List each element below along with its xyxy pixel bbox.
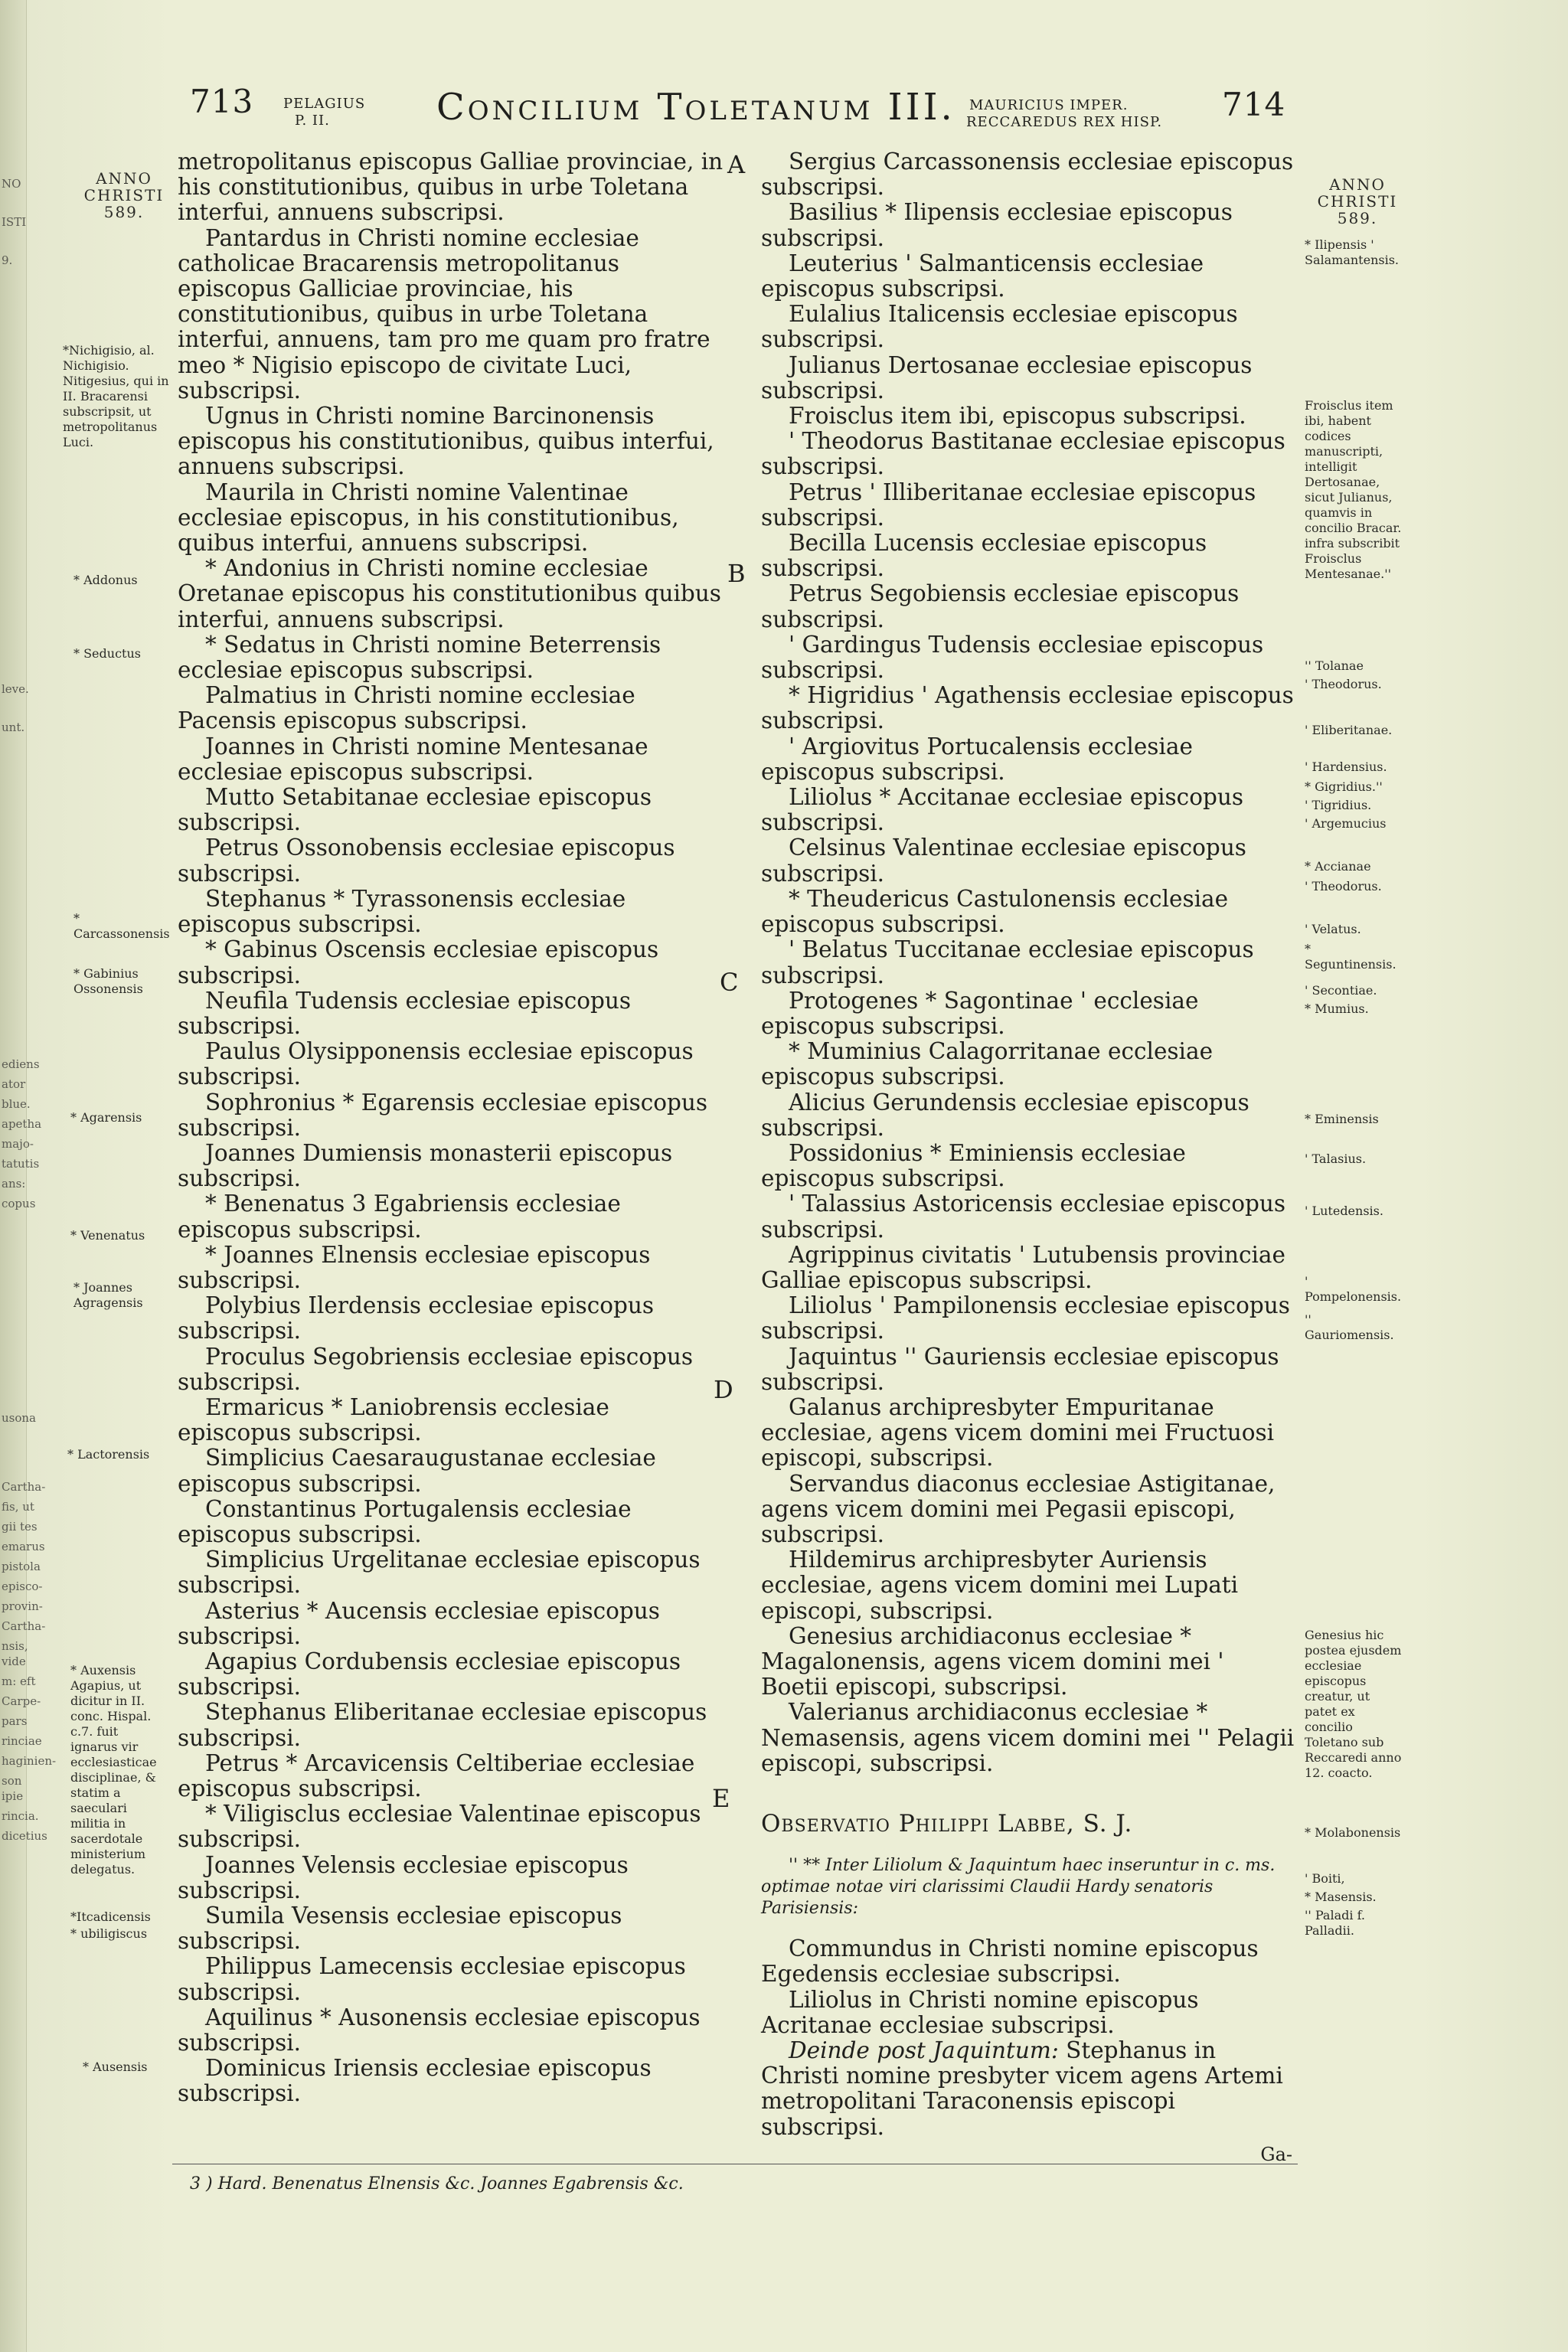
left-running-head-1: PELAGIUS: [283, 96, 366, 112]
left-running-head-2: P. II.: [295, 113, 330, 129]
subscription-entry: Maurila in Christi nomine Valentinae ecclesiae episcopus, in his constitutionibus, quibus interfui, annuens subscripsi.: [178, 479, 679, 557]
subscription-entry: Jaquintus '' Gauriensis ecclesiae episcopus subscripsi.: [761, 1343, 1279, 1395]
fragment: leve.: [2, 682, 29, 696]
running-header: [0, 75, 1568, 144]
margin-note: ' Secontiae.: [1305, 983, 1377, 998]
subscription-entry: * Joannes Elnensis ecclesiae episcopus subscripsi.: [178, 1241, 651, 1293]
subscription-entry: Becilla Lucensis ecclesiae episcopus subscripsi.: [761, 530, 1207, 582]
subscription-entry: Pantardus in Christi nomine ecclesiae catholicae Bracarensis metropolitanus episcopus Galliciae provinciae, his constitutionibus, quibus in urbe Toletana interfui, annuens, tam pro me quam pro fratre meo * Nigisio episcopo de civitate Luci, subscripsi.: [178, 224, 710, 403]
footnote: 3 ) Hard. Benenatus Elnensis &c. Joannes Egabrensis &c.: [190, 2174, 684, 2194]
previous-page-fragments: [2, 176, 57, 1848]
subscription-entry: Galanus archipresbyter Empuritanae ecclesiae, agens vicem domini mei Fructuosi episcopi, subscripsi.: [761, 1393, 1275, 1472]
catchword: Ga-: [1260, 2144, 1292, 2165]
subscription-entry: Proculus Segobriensis ecclesiae episcopus subscripsi.: [178, 1343, 694, 1395]
anno-label: ANNO: [1329, 175, 1386, 194]
fragment: haginien-: [2, 1754, 57, 1768]
subscription-entry: Petrus Ossonobensis ecclesiae episcopus subscripsi.: [178, 835, 675, 887]
margin-note: * Molabonensis: [1305, 1825, 1401, 1840]
subscription-entry: Genesius archidiaconus ecclesiae * Magalonensis, agens vicem domini mei ' Boetii episcopi, subscripsi.: [761, 1622, 1224, 1700]
subscription-entry: Mutto Setabitanae ecclesiae episcopus subscripsi.: [178, 784, 652, 836]
margin-note: ' Boiti,: [1305, 1871, 1345, 1886]
margin-note: * Mumius.: [1305, 1001, 1369, 1016]
margin-note: *Nichigisio, al. Nichigisio. Nitigesius, qui in II. Bracarensi subscripsit, ut metropolitanus Luci.: [63, 343, 169, 449]
margin-note: * Addonus: [74, 573, 138, 587]
subscription-entry: Dominicus Iriensis ecclesiae episcopus subscripsi.: [178, 2055, 652, 2107]
right-page-number: 714: [1222, 86, 1286, 123]
margin-note: '' Tolanae: [1305, 658, 1364, 673]
fragment: NO: [2, 177, 21, 191]
fragment: rinciae: [2, 1734, 42, 1748]
margin-note: * Auxensis Agapius, ut dicitur in II. conc. Hispal. c.7. fuit ignarus vir ecclesiasticae disciplinae, & statim a saeculari militia in sacerdotale ministerium delegatus.: [70, 1663, 157, 1877]
subscription-entry: Hildemirus archipresbyter Auriensis ecclesiae, agens vicem domini mei Lupati episcopi, subscripsi.: [761, 1547, 1239, 1624]
fragment: dicetius: [2, 1829, 47, 1843]
fragment: ISTI: [2, 215, 27, 229]
margin-note: * Masensis.: [1305, 1890, 1377, 1904]
subscription-entry: Aquilinus * Ausonensis ecclesiae episcopus subscripsi.: [178, 2004, 701, 2056]
subscription-entry: ' Talassius Astoricensis ecclesiae episcopus subscripsi.: [761, 1191, 1285, 1243]
subscription-entry: Basilius * Ilipensis ecclesiae episcopus subscripsi.: [761, 199, 1233, 251]
margin-note: ' Theodorus.: [1305, 879, 1382, 893]
subscription-entry: Constantinus Portugalensis ecclesiae episcopus subscripsi.: [178, 1495, 632, 1547]
christi-label: CHRISTI: [83, 186, 165, 204]
section-letter-d: D: [714, 1375, 733, 1404]
subscription-entry: Asterius * Aucensis ecclesiae episcopus subscripsi.: [178, 1597, 660, 1649]
subscription-entry: * Gabinus Oscensis ecclesiae episcopus subscripsi.: [178, 936, 659, 988]
subscription-entry: Polybius Ilerdensis ecclesiae episcopus subscripsi.: [178, 1292, 655, 1344]
margin-note: * Agarensis: [70, 1110, 142, 1125]
subscription-entry: Alicius Gerundensis ecclesiae episcopus subscripsi.: [761, 1089, 1250, 1141]
subscription-entry: Joannes Dumiensis monasterii episcopus subscripsi.: [178, 1139, 673, 1192]
subscription-entry: * Muminius Calagorritanae ecclesiae episcopus subscripsi.: [761, 1038, 1214, 1090]
subscription-entry: Joannes Velensis ecclesiae episcopus subscripsi.: [178, 1851, 629, 1903]
right-running-head-2: RECCAREDUS REX HISP.: [966, 114, 1163, 130]
subscription-entry: Petrus * Arcavicensis Celtiberiae ecclesiae episcopus subscripsi.: [178, 1749, 695, 1802]
observatio-heading: Observatio Philippi Labbe, S. J.: [761, 1810, 1133, 1838]
section-letter-a: A: [727, 150, 746, 179]
fragment: unt.: [2, 720, 25, 734]
subscription-entry: Liliolus * Accitanae ecclesiae episcopus subscripsi.: [761, 784, 1243, 836]
page-title: Concilium Toletanum III.: [436, 86, 956, 129]
fragment: usona: [2, 1411, 36, 1425]
fragment: emarus: [2, 1540, 45, 1553]
section-letter-b: B: [727, 559, 746, 588]
margin-note: ' Theodorus.: [1305, 677, 1382, 691]
subscription-entry: Agapius Cordubensis ecclesiae episcopus subscripsi.: [178, 1648, 681, 1700]
fragment: Cartha-: [2, 1619, 46, 1633]
subscription-entry: Liliolus ' Pampilonensis ecclesiae episcopus subscripsi.: [761, 1292, 1290, 1344]
subscription-entry: * Andonius in Christi nomine ecclesiae Oretanae episcopus his constitutionibus quibus interfui, annuens subscripsi.: [178, 555, 721, 632]
year-label: 589.: [103, 203, 145, 221]
subscription-entry: Petrus ' Illiberitanae ecclesiae episcopus subscripsi.: [761, 479, 1256, 531]
margin-note: *Itcadicensis: [70, 1909, 151, 1924]
fragment: son ipie: [2, 1774, 24, 1803]
margin-note: ' Hardensius.: [1305, 760, 1387, 774]
margin-note: * Ilipensis ' Salamantensis.: [1305, 237, 1399, 267]
subscription-entry: Valerianus archidiaconus ecclesiae * Nemasensis, agens vicem domini mei '' Pelagii episcopi, subscripsi.: [761, 1699, 1295, 1776]
fragment: ans:: [2, 1177, 26, 1191]
margin-note: ' Eliberitanae.: [1305, 723, 1393, 737]
margin-note: '' Paladi f. Palladii.: [1305, 1908, 1366, 1938]
deinde-label: Deinde post Jaquintum:: [789, 2037, 1059, 2064]
margin-note: ' Tigridius.: [1305, 798, 1372, 812]
subscription-entry: Leuterius ' Salmanticensis ecclesiae episcopus subscripsi.: [761, 250, 1204, 302]
fragment: episco-: [2, 1579, 43, 1593]
subscription-entry: Eulalius Italicensis ecclesiae episcopus subscripsi.: [761, 301, 1238, 353]
observatio-entry: Commundus in Christi nomine episcopus Egedensis ecclesiae subscripsi.: [761, 1936, 1259, 1988]
fragment: Carpe-: [2, 1694, 41, 1708]
right-text-column: [761, 149, 1297, 2140]
margin-note: * Lactorensis: [67, 1447, 150, 1462]
subscription-entry: * Sedatus in Christi nomine Beterrensis ecclesiae episcopus subscripsi.: [178, 631, 662, 684]
margin-note: ' Argemucius: [1305, 816, 1387, 831]
fragment: Cartha-: [2, 1480, 46, 1494]
subscription-entry: Sumila Vesensis ecclesiae episcopus subscripsi.: [178, 1903, 622, 1955]
fragment: fis, ut: [2, 1500, 34, 1514]
left-text-column: [178, 149, 727, 2107]
subscription-entry: Philippus Lamecensis ecclesiae episcopus subscripsi.: [178, 1953, 686, 2005]
anno-christi-right: [1308, 176, 1407, 227]
subscription-entry: Agrippinus civitatis ' Lutubensis provinciae Galliae episcopus subscripsi.: [761, 1241, 1285, 1293]
subscription-entry: ' Theodorus Bastitanae ecclesiae episcopus subscripsi.: [761, 428, 1285, 480]
subscription-entry: * Higridius ' Agathensis ecclesiae episcopus subscripsi.: [761, 682, 1294, 734]
subscription-entry: ' Gardingus Tudensis ecclesiae episcopus subscripsi.: [761, 631, 1264, 684]
subscription-entry: * Theudericus Castulonensis ecclesiae episcopus subscripsi.: [761, 885, 1229, 938]
margin-note: * Venenatus: [70, 1228, 145, 1243]
subscription-entry: Celsinus Valentinae ecclesiae episcopus subscripsi.: [761, 835, 1246, 887]
observatio-deinde: [761, 2038, 1297, 2140]
subscription-entry: Julianus Dertosanae ecclesiae episcopus subscripsi.: [761, 351, 1253, 403]
subscription-entry: Palmatius in Christi nomine ecclesiae Pacensis episcopus subscripsi.: [178, 682, 635, 734]
margin-note: * Seductus: [74, 646, 141, 661]
margin-note: '' Gauriomensis.: [1305, 1312, 1394, 1342]
subscription-entry: ' Argiovitus Portucalensis ecclesiae episcopus subscripsi.: [761, 733, 1193, 785]
fragment: ator: [2, 1077, 26, 1091]
margin-note: * ubiligiscus: [70, 1926, 148, 1941]
subscription-entry: Possidonius * Eminiensis ecclesiae episcopus subscripsi.: [761, 1139, 1186, 1192]
year-label: 589.: [1337, 209, 1378, 227]
fragment: pars: [2, 1714, 28, 1728]
subscription-entry: Sophronius * Egarensis ecclesiae episcopus subscripsi.: [178, 1089, 708, 1141]
observatio-entry: Liliolus in Christi nomine episcopus Acritanae ecclesiae subscripsi.: [761, 1986, 1199, 2038]
anno-christi-left: [70, 170, 178, 220]
subscription-entry: Petrus Segobiensis ecclesiae episcopus subscripsi.: [761, 580, 1240, 632]
margin-note: * Ausensis: [83, 2060, 148, 2074]
subscription-entry: Ermaricus * Laniobrensis ecclesiae episcopus subscripsi.: [178, 1393, 609, 1446]
left-page-number: 713: [190, 83, 254, 120]
right-running-head-1: MAURICIUS IMPER.: [969, 97, 1129, 113]
fragment: rincia.: [2, 1809, 39, 1823]
subscription-entry: Protogenes * Sagontinae ' ecclesiae episcopus subscripsi.: [761, 987, 1199, 1039]
subscription-entry: Paulus Olysipponensis ecclesiae episcopus subscripsi.: [178, 1038, 694, 1090]
subscription-entry: Ugnus in Christi nomine Barcinonensis episcopus his constitutionibus, quibus interfui, annuens subscripsi.: [178, 403, 714, 480]
christi-label: CHRISTI: [1317, 192, 1398, 211]
subscription-entry: Stephanus Eliberitanae ecclesiae episcopus subscripsi.: [178, 1699, 707, 1751]
margin-note: * Gigridius.'': [1305, 779, 1383, 794]
subscription-entry: metropolitanus episcopus Galliae provinciae, in his constitutionibus, quibus in urbe Toletana interfui, annuens subscripsi.: [178, 149, 724, 226]
fragment: nsis, vide: [2, 1639, 28, 1668]
subscription-entry: Neufila Tudensis ecclesiae episcopus subscripsi.: [178, 987, 632, 1039]
fragment: provin-: [2, 1599, 43, 1613]
margin-note: ' Velatus.: [1305, 922, 1361, 936]
fragment: tatutis: [2, 1157, 40, 1171]
subscription-entry: Simplicius Caesaraugustanae ecclesiae episcopus subscripsi.: [178, 1445, 656, 1497]
deinde-text: Stephanus in Christi nomine presbyter vicem agens Artemi metropolitani Taraconensis episcopi subscripsi.: [761, 2037, 1283, 2140]
margin-note: ' Talasius.: [1305, 1152, 1367, 1166]
margin-note: ' Pompelonensis.: [1305, 1274, 1402, 1304]
subscription-entry: Joannes in Christi nomine Mentesanae ecclesiae episcopus subscripsi.: [178, 733, 648, 785]
fragment: m: eft: [2, 1674, 36, 1688]
section-letter-c: C: [720, 968, 739, 997]
subscription-entry: Servandus diaconus ecclesiae Astigitanae, agens vicem domini mei Pegasii episcopi, subscripsi.: [761, 1470, 1276, 1547]
fragment: 9.: [2, 253, 13, 267]
subscription-entry: * Benenatus 3 Egabriensis ecclesiae episcopus subscripsi.: [178, 1191, 621, 1243]
margin-note: ' Lutedensis.: [1305, 1204, 1383, 1218]
margin-note: * Eminensis: [1305, 1112, 1379, 1126]
observatio-note: '' ** Inter Liliolum & Jaquintum haec inseruntur in c. ms. optimae notae viri clarissimi Claudii Hardy senatoris Parisiensis:: [761, 1856, 1276, 1919]
fragment: gii tes: [2, 1520, 38, 1534]
margin-note: * Gabinius Ossonensis: [74, 966, 143, 996]
margin-note: * Joannes Agragensis: [74, 1280, 143, 1310]
margin-note: * Seguntinensis.: [1305, 942, 1396, 972]
subscription-entry: * Viligisclus ecclesiae Valentinae episcopus subscripsi.: [178, 1801, 701, 1853]
fragment: ediens: [2, 1057, 40, 1071]
fragment: majo-: [2, 1137, 34, 1151]
subscription-entry: ' Belatus Tuccitanae ecclesiae episcopus subscripsi.: [761, 936, 1254, 988]
subscription-entry: Simplicius Urgelitanae ecclesiae episcopus subscripsi.: [178, 1547, 701, 1599]
anno-label: ANNO: [96, 169, 152, 188]
subscription-entry: Froisclus item ibi, episcopus subscripsi.: [789, 403, 1246, 430]
subscription-entry: Sergius Carcassonensis ecclesiae episcopus subscripsi.: [761, 149, 1294, 201]
margin-note: * Accianae: [1305, 859, 1371, 874]
margin-note: * Carcassonensis: [74, 911, 170, 941]
fragment: blue.: [2, 1097, 31, 1111]
fragment: apetha: [2, 1117, 42, 1131]
fragment: copus: [2, 1197, 36, 1210]
margin-note: Froisclus item ibi, habent codices manuscripti, intelligit Dertosanae, sicut Julianus, quamvis in concilio Bracar. infra subscribit Froisclus Mentesanae.'': [1305, 398, 1402, 581]
subscription-entry: Stephanus * Tyrassonensis ecclesiae episcopus subscripsi.: [178, 885, 626, 938]
section-letter-e: E: [712, 1784, 730, 1813]
margin-note: Genesius hic postea ejusdem ecclesiae episcopus creatur, ut patet ex concilio Toletano sub Reccaredi anno 12. coacto.: [1305, 1628, 1402, 1780]
fragment: pistola: [2, 1560, 41, 1573]
